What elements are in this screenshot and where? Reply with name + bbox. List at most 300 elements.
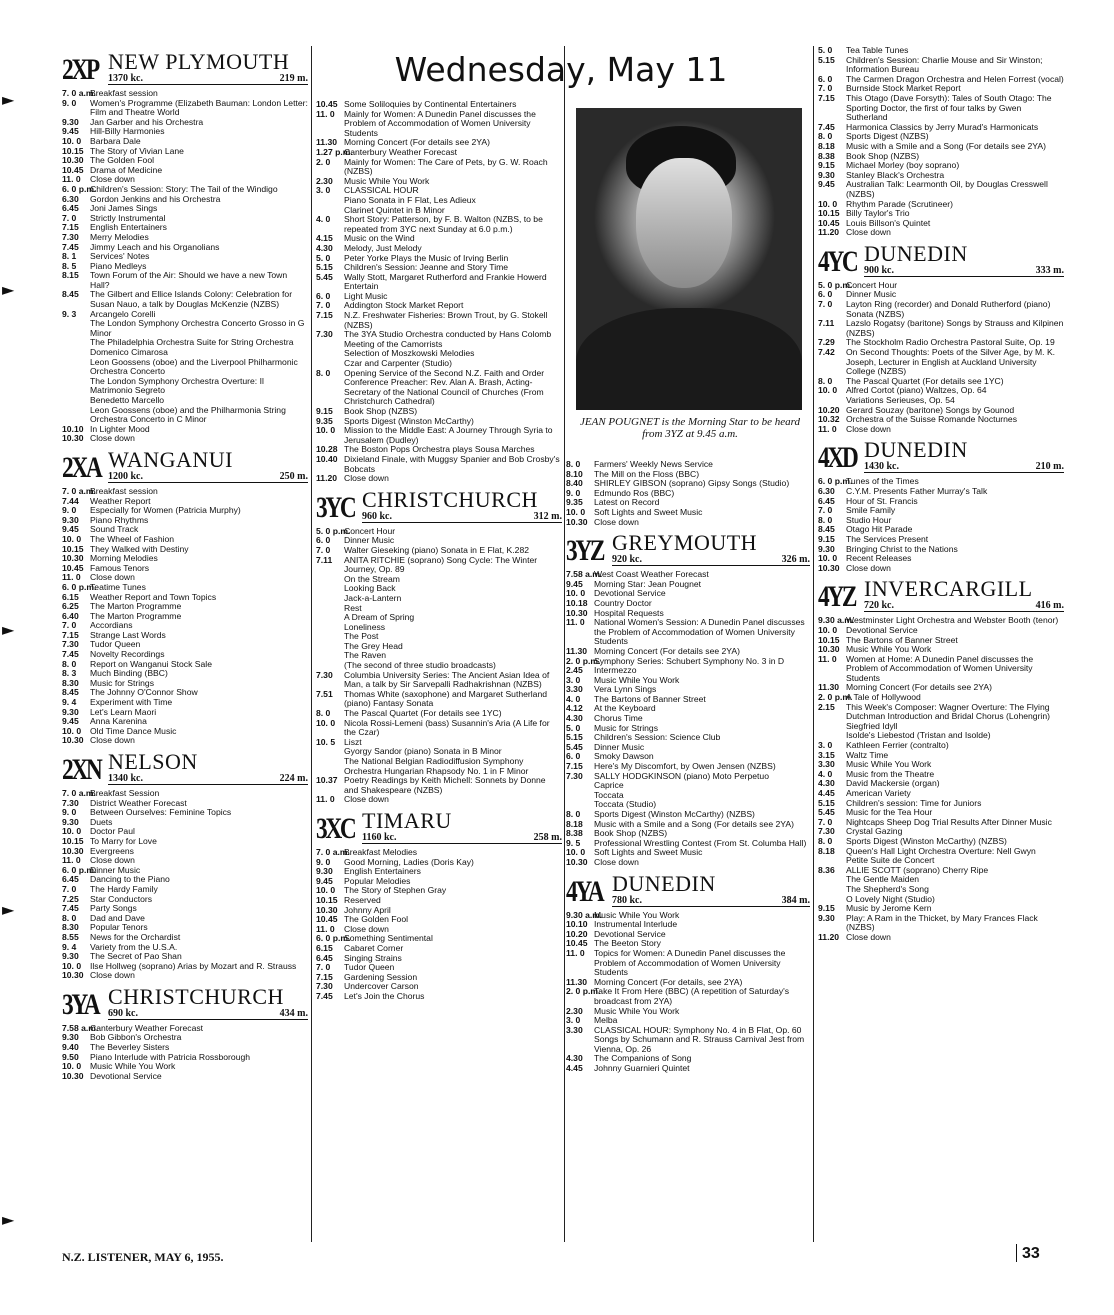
schedule-time: 8. 0: [62, 912, 77, 923]
station-name: WANGANUI: [108, 446, 233, 472]
schedule-time: 7.30: [62, 639, 79, 650]
schedule-time: 6. 0 p.m.: [62, 864, 97, 875]
schedule-time: 9.35: [566, 497, 583, 508]
schedule-row: [818, 56, 1064, 75]
schedule-time: 9.30: [62, 816, 79, 827]
station-call-sign: 4YC: [818, 244, 857, 278]
schedule-time: [316, 349, 344, 359]
schedule-programme: Accordians: [90, 620, 133, 631]
schedule-time: 6. 0 p.m.: [62, 183, 97, 194]
schedule-time: [316, 651, 344, 661]
schedule-time: 10.45: [566, 938, 588, 949]
schedule-time: 2.30: [566, 1005, 583, 1016]
schedule-programme: American Variety: [846, 788, 911, 798]
schedule-programme: Breakfast session: [90, 485, 158, 496]
schedule-programme: Gerard Souzay (baritone) Songs by Gounod: [846, 404, 1015, 415]
schedule-programme: Jimmy Leach and his Organolians: [90, 241, 220, 252]
schedule-time: 9.15: [818, 903, 835, 914]
schedule-time: 8.40: [566, 478, 583, 489]
schedule-time: 4.30: [566, 713, 583, 724]
station-call-sign: 2XN: [62, 753, 101, 786]
station-metres: 333 m.: [1035, 264, 1064, 276]
schedule-time: 11. 0: [316, 923, 335, 934]
schedule-programme: Close down: [594, 516, 639, 527]
schedule-programme: Mission to the Middle East: A Journey Through Syria to Jerusalem (Dudley): [344, 425, 553, 445]
schedule-row: [566, 618, 810, 647]
schedule-time: 5.15: [566, 732, 583, 743]
station-kc: 900 kc.: [864, 264, 894, 276]
schedule-time: 2.30: [316, 175, 333, 186]
edge-mark: ►: [2, 900, 15, 919]
schedule-time: 6. 0: [316, 535, 331, 546]
schedule-time: 3.15: [818, 749, 835, 760]
schedule-programme: Toccata: [594, 789, 624, 800]
schedule-programme: Devotional Service: [594, 928, 666, 939]
schedule-time: 2. 0 p.m.: [566, 986, 601, 997]
schedule-programme: Experiment with Time: [90, 697, 173, 708]
schedule-programme: ALLIE SCOTT (soprano) Cherry Ripe: [846, 864, 989, 875]
schedule-time: 10.30: [62, 433, 84, 444]
schedule-programme: Morning Concert (For details see 2YA): [846, 682, 992, 693]
schedule-time: 8.10: [566, 468, 583, 479]
schedule-programme: Drama of Medicine: [90, 164, 163, 175]
schedule-programme: Star Conductors: [90, 893, 153, 904]
schedule-programme: Harmonica Classics by Jerry Murad's Harmonicats: [846, 121, 1039, 132]
schedule-time: 4.15: [316, 233, 333, 244]
schedule-row: [316, 426, 562, 445]
schedule-programme: Short Story: Patterson, by F. B. Walton (NZBS, to be repeated from 3YC next Sunday at 6.0 p.m.): [344, 214, 543, 234]
schedule-programme: Merry Melodies: [90, 231, 149, 242]
schedule-time: 7.15: [566, 761, 583, 772]
schedule-time: 7. 0 a.m.: [62, 88, 96, 98]
schedule-row: [62, 434, 308, 444]
station-name: NEW PLYMOUTH: [108, 49, 290, 74]
column-rule: [311, 46, 312, 1242]
schedule-programme: The Stockholm Radio Orchestra Pastoral Suite, Op. 19: [846, 337, 1055, 348]
schedule-time: 6. 0: [566, 751, 581, 762]
schedule-programme: Close down: [344, 794, 389, 805]
station-frequency: [108, 773, 308, 785]
schedule-time: 10. 0: [818, 385, 838, 396]
schedule-time: 6. 0: [316, 290, 331, 301]
schedule-time: 10.40: [316, 453, 338, 464]
schedule-time: 10.15: [316, 894, 338, 905]
schedule-time: 4.12: [566, 703, 583, 714]
schedule-row: [316, 273, 562, 292]
schedule-time: 5.45: [566, 741, 583, 752]
schedule-programme: National Women's Session: A Dunedin Panel discusses the Problem of Accommodation of Women University Students: [594, 617, 805, 647]
schedule-time: 10.30: [566, 607, 588, 618]
schedule-row: [316, 719, 562, 738]
schedule-programme: Sports Digest (Winston McCarthy) (NZBS): [594, 809, 755, 819]
schedule-programme: Isolde's Liebestod (Tristan and Isolde): [846, 730, 991, 741]
schedule-programme: Piano Sonata in F Flat, Les Adieux: [344, 194, 476, 205]
schedule-time: [316, 747, 344, 757]
schedule-programme: Hour of St. Francis: [846, 495, 918, 506]
schedule-time: 1.27 p.m.: [316, 146, 353, 157]
schedule-time: [316, 623, 344, 633]
schedule-time: 7.58 a.m.: [62, 1022, 99, 1033]
schedule-time: 8.18: [566, 818, 583, 829]
schedule-time: 6. 0 p.m.: [316, 933, 351, 944]
schedule-time: 10.30: [62, 1070, 84, 1081]
schedule-time: 9. 3: [62, 308, 77, 319]
schedule-programme: Columbia University Series: The Ancient Asian Idea of Man, a talk by Sir Sarvepalli Radhakrishnan (NZBS): [344, 669, 550, 690]
schedule-row: [62, 971, 308, 981]
schedule-time: 11.30: [566, 976, 588, 987]
schedule-programme: Breakfast Melodies: [344, 846, 418, 857]
schedule-programme: Piano Medleys: [90, 260, 147, 271]
photo-body: [576, 308, 802, 410]
schedule-programme: English Entertainers: [90, 222, 167, 233]
schedule-programme: Loneliness: [344, 621, 386, 632]
schedule-programme: Concert Hour: [846, 279, 898, 290]
schedule-programme: Music from the Theatre: [846, 768, 935, 779]
schedule-programme: Variety from the U.S.A.: [90, 941, 178, 952]
schedule-time: 6.30: [62, 193, 79, 204]
schedule-time: 10.45: [62, 164, 84, 175]
schedule-time: 2. 0 p.m.: [566, 655, 601, 666]
schedule-programme: Music for Strings: [594, 722, 658, 733]
station-block-s3yc: [316, 486, 562, 805]
station-kc: 1160 kc.: [362, 831, 397, 843]
schedule-programme: Stanley Black's Orchestra: [846, 169, 945, 180]
schedule-time: 3.30: [818, 759, 835, 770]
schedule-row: [316, 690, 562, 709]
schedule-time: 8.30: [62, 677, 79, 688]
station-frequency: [864, 461, 1064, 473]
schedule-programme: Good Morning, Ladies (Doris Kay): [344, 856, 474, 867]
schedule-time: 10. 0: [62, 1061, 82, 1072]
schedule-time: 9. 0: [62, 505, 77, 516]
schedule-time: 9.30: [818, 169, 835, 180]
photo-face: [636, 158, 732, 288]
schedule-programme: Tudor Queen: [344, 962, 395, 973]
schedule-time: 9.50: [62, 1051, 79, 1062]
station-block-s2xa: [62, 446, 308, 746]
schedule-programme: Selection of Moszkowski Melodies: [344, 348, 475, 359]
schedule-time: 6.45: [62, 203, 79, 214]
schedule-time: 4.45: [566, 1063, 583, 1074]
photo-caption: JEAN POUGNET is the Morning Star to be heard from 3YZ at 9.45 a.m.: [580, 416, 800, 440]
schedule-time: 10.20: [566, 928, 588, 939]
schedule-time: 10.15: [818, 208, 840, 219]
schedule-row: [818, 564, 1064, 574]
schedule-programme: Crystal Gazing: [846, 826, 903, 837]
schedule-time: 10.30: [818, 644, 840, 655]
schedule-programme: Teatime Tunes: [90, 581, 146, 592]
schedule-programme: Close down: [90, 970, 135, 981]
schedule-programme: The Story of Stephen Gray: [344, 885, 447, 896]
schedule-time: 9. 4: [62, 697, 77, 708]
station-metres: 326 m.: [781, 554, 810, 566]
schedule-programme: Piano Rhythms: [90, 514, 149, 525]
schedule-time: 8. 0: [566, 460, 581, 469]
schedule-programme: Duets: [90, 816, 113, 827]
schedule-time: 10.45: [62, 562, 84, 573]
schedule-programme: Australian Talk: Learmonth Oil, by Douglas Cresswell (NZBS): [846, 179, 1048, 199]
schedule-programme: The National Belgian Radiodiffusion Symphony Orchestra Hungarian Rhapsody No. 1 in F Minor: [344, 756, 529, 776]
schedule-time: 8. 0: [62, 658, 77, 669]
schedule-programme: Close down: [90, 855, 135, 866]
station-call-sign: 3YZ: [566, 534, 604, 568]
schedule-programme: Melody, Just Melody: [344, 242, 422, 253]
schedule-programme: Otago Hit Parade: [846, 524, 913, 535]
schedule-time: 6.45: [818, 495, 835, 506]
schedule-programme: The Post: [344, 631, 379, 642]
schedule-programme: Cabaret Corner: [344, 942, 404, 953]
schedule-programme: Dixieland Finale, with Muggsy Spanier and Bob Crosby's Bobcats: [344, 453, 560, 474]
edge-mark: ►: [2, 280, 15, 299]
station-kc: 1430 kc.: [864, 461, 899, 473]
schedule-time: 3. 0: [316, 185, 331, 196]
schedule-programme: Dinner Music: [90, 864, 141, 875]
schedule-programme: Clarinet Quintet in B Minor: [344, 204, 445, 215]
schedule-programme: Billy Taylor's Trio: [846, 208, 910, 219]
schedule-programme: Johnny Guarnieri Quintet: [594, 1063, 690, 1074]
schedule-time: 2.15: [818, 701, 835, 712]
schedule-programme: Dinner Music: [344, 535, 395, 546]
schedule-programme: The Beverley Sisters: [90, 1042, 170, 1053]
schedule-time: 5. 0 p.m.: [316, 525, 351, 536]
schedule-programme: Some Soliloquies by Continental Entertainers: [344, 100, 517, 109]
schedule-programme: Let's Join the Chorus: [344, 990, 425, 1001]
schedule-time: 9. 4: [62, 941, 77, 952]
station-kc: 920 kc.: [612, 554, 642, 566]
schedule-programme: The Wheel of Fashion: [90, 533, 175, 544]
schedule-programme: Liszt: [344, 736, 362, 747]
station-frequency: [362, 511, 562, 523]
schedule-programme: West Coast Weather Forecast: [594, 569, 709, 580]
schedule-programme: Music While You Work: [90, 1061, 176, 1072]
schedule-programme: Bob Gibbon's Orchestra: [90, 1032, 182, 1043]
schedule-programme: The Secret of Pao Shan: [90, 951, 182, 962]
schedule-time: 3.30: [566, 1024, 583, 1035]
schedule-programme: Sports Digest (Winston McCarthy): [344, 415, 474, 426]
schedule-programme: The London Symphony Orchestra Overture: Il Matrimonio Segreto: [90, 375, 264, 396]
schedule-row: [818, 228, 1064, 238]
schedule-programme: Meeting of the Camorrists: [344, 338, 443, 349]
schedule-row: [818, 94, 1064, 123]
schedule-row: [316, 455, 562, 474]
station-name-wrap: [864, 439, 1064, 473]
schedule-programme: The Pascal Quartet (For details see 1YC): [846, 375, 1004, 386]
schedule-programme: Recent Releases: [846, 553, 912, 564]
schedule-row: [62, 271, 308, 290]
station-call-sign: 2XP: [62, 53, 98, 86]
station-call-sign: 2XA: [62, 450, 101, 484]
station-call-sign: 4XD: [818, 441, 857, 475]
schedule-time: 10.10: [62, 423, 84, 434]
schedule-programme: Bringing Christ to the Nations: [846, 543, 958, 554]
schedule-time: [316, 757, 344, 776]
schedule-programme: To Marry for Love: [90, 835, 157, 846]
schedule-time: 8. 5: [62, 260, 77, 271]
schedule-programme: Morning Star: Jean Pougnet: [594, 578, 702, 589]
schedule-programme: Undercover Carson: [344, 981, 419, 992]
schedule-time: 4.30: [316, 242, 333, 253]
station-frequency: [108, 471, 308, 483]
schedule-time: 11. 0: [316, 108, 335, 119]
schedule-time: 9.30: [62, 514, 79, 525]
schedule-time: 4.30: [566, 1053, 583, 1064]
schedule-programme: Weather Report: [90, 495, 151, 506]
schedule-row: [316, 556, 562, 575]
schedule-time: 7. 0: [818, 299, 833, 310]
schedule-row: [316, 776, 562, 795]
station-frequency: [864, 265, 1064, 277]
schedule-programme: Latest on Record: [594, 497, 660, 508]
schedule-time: 10. 0: [818, 553, 838, 564]
schedule-row: [316, 311, 562, 330]
schedule-programme: CLASSICAL HOUR: [344, 185, 419, 196]
schedule-programme: Hospital Requests: [594, 607, 664, 618]
schedule-time: 5.15: [818, 797, 835, 808]
schedule-programme: Domenico Cimarosa: [90, 347, 168, 358]
schedule-time: [62, 338, 90, 348]
schedule-time: 7. 0: [818, 816, 833, 827]
schedule-time: 9.45: [566, 578, 583, 589]
schedule-time: 10. 0: [818, 198, 838, 209]
schedule-time: 9. 0: [62, 97, 77, 108]
station-name: CHRISTCHURCH: [108, 983, 284, 1009]
station-heading: [62, 446, 308, 484]
schedule-programme: The Pascal Quartet (For details see 1YC): [344, 708, 502, 719]
schedule-time: 10.15: [62, 543, 84, 554]
schedule-time: [818, 875, 846, 885]
schedule-programme: Instrumental Interlude: [594, 919, 678, 930]
schedule-programme: Soft Lights and Sweet Music: [594, 847, 703, 858]
page-number: 33: [1022, 1245, 1040, 1262]
schedule-programme: Toccata (Studio): [594, 799, 657, 810]
schedule-time: 11. 0: [566, 947, 585, 958]
schedule-time: 7.11: [316, 554, 333, 565]
schedule-time: 10.18: [566, 597, 588, 608]
schedule-time: 11.20: [818, 931, 840, 942]
schedule-programme: Old Time Dance Music: [90, 725, 177, 736]
station-name: INVERCARGILL: [864, 576, 1033, 602]
schedule-row: [316, 671, 562, 690]
schedule-row: [316, 474, 562, 484]
schedule-programme: Morning Melodies: [90, 553, 158, 564]
schedule-programme: Town Forum of the Air: Should we have a new Town Hall?: [90, 270, 288, 290]
schedule-programme: Especially for Women (Patricia Murphy): [90, 505, 241, 516]
schedule-time: 7.15: [316, 971, 333, 982]
station-heading: [62, 983, 308, 1021]
schedule-time: 7.15: [62, 629, 79, 640]
schedule-programme: They Walked with Destiny: [90, 543, 189, 554]
column-rule: [813, 46, 814, 1242]
schedule-time: 11.30: [818, 682, 840, 693]
schedule-programme: Concert Hour: [344, 525, 396, 536]
station-block-s2xp: [62, 51, 308, 444]
station-heading: [62, 751, 308, 785]
station-metres: 258 m.: [533, 831, 562, 843]
schedule-time: 4. 0: [566, 693, 581, 704]
schedule-time: 8. 0: [316, 367, 331, 378]
schedule-time: 6.15: [316, 942, 333, 953]
station-call-sign: 3XC: [316, 811, 355, 845]
station-call-sign: 3YC: [316, 490, 355, 524]
schedule-programme: Take It From Here (BBC) (A repetition of Saturday's broadcast from 2YA): [594, 986, 790, 1006]
schedule-programme: Dinner Music: [846, 289, 897, 300]
schedule-time: [62, 348, 90, 358]
schedule-row: [566, 518, 810, 528]
schedule-programme: The Services Present: [846, 533, 929, 544]
schedule-time: 10.30: [566, 516, 588, 527]
schedule-time: 6.25: [62, 601, 79, 612]
schedule-time: 8.18: [818, 845, 835, 856]
schedule-programme: Popular Melodies: [344, 875, 411, 886]
schedule-programme: At the Keyboard: [594, 703, 656, 714]
schedule-time: 9.30: [818, 912, 835, 923]
schedule-time: 7.45: [62, 903, 79, 914]
schedule-time: 3. 0: [566, 1015, 581, 1026]
schedule-row: [62, 736, 308, 746]
schedule-time: 11.20: [316, 473, 338, 484]
schedule-time: [316, 584, 344, 594]
schedule-programme: Children's Session: Charlie Mouse and Sir Winston; Information Bureau: [846, 54, 1043, 75]
station-name-wrap: [108, 983, 308, 1020]
station-heading: [316, 807, 562, 845]
schedule-time: 10.45: [316, 914, 338, 925]
schedule-row: [818, 933, 1064, 943]
schedule-time: [566, 1035, 594, 1054]
schedule-programme: English Entertainers: [344, 866, 421, 877]
schedule-programme: Something Sentimental: [344, 933, 433, 944]
schedule-programme: Alfred Cortot (piano) Waltzes, Op. 64: [846, 385, 987, 396]
schedule-time: 9.45: [316, 875, 333, 886]
schedule-programme: Siegfried Idyll: [846, 720, 898, 731]
station-name: NELSON: [108, 749, 198, 774]
station-block-s4yc: [818, 240, 1064, 435]
schedule-programme: The Bartons of Banner Street: [594, 693, 706, 704]
schedule-programme: The Carmen Dragon Orchestra and Helen Forrest (vocal): [846, 73, 1064, 84]
schedule-programme: Chorus Time: [594, 713, 643, 724]
schedule-programme: Songs by Schumann and R. Strauss Carnival Jest from Vienna, Op. 26: [594, 1034, 805, 1054]
schedule-programme: The Hardy Family: [90, 883, 158, 894]
schedule-row: [818, 703, 1064, 722]
station-block-s4xd: [818, 439, 1064, 573]
schedule-time: 8.45: [818, 524, 835, 535]
schedule-time: 3.30: [566, 684, 583, 695]
schedule-programme: Jack-a-Lantern: [344, 592, 402, 603]
station-block-s4yz: [818, 578, 1064, 942]
schedule-programme: Looking Back: [344, 583, 396, 594]
schedule-time: [316, 196, 344, 206]
schedule-programme: Popular Tenors: [90, 922, 148, 933]
schedule-programme: The 3YA Studio Orchestra conducted by Hans Colomb: [344, 329, 552, 340]
schedule-time: 7.45: [62, 241, 79, 252]
schedule-time: 8. 0: [818, 131, 833, 142]
schedule-programme: Professional Wrestling Contest (From St. Columba Hall): [594, 837, 807, 848]
schedule-programme: Orchestra of the Suisse Romande Nocturnes: [846, 414, 1018, 425]
schedule-programme: The Philadelphia Orchestra Suite for String Orchestra: [90, 337, 294, 348]
schedule-programme: N.Z. Freshwater Fisheries: Brown Trout, by G. Stokell (NZBS): [344, 310, 548, 330]
schedule-time: 10. 0: [62, 826, 82, 837]
schedule-time: 6. 0: [818, 289, 833, 300]
schedule-time: [566, 781, 594, 791]
schedule-time: 8. 0: [818, 835, 833, 846]
schedule-programme: On Second Thoughts: Poets of the Silver Age, by M. K. Joseph, Lecturer in English at Auckland University College (NZBS): [846, 347, 1056, 377]
station-block-s4ya_top: [818, 46, 1064, 238]
schedule-programme: Melba: [594, 1015, 618, 1026]
station-kc: 1200 kc.: [108, 470, 143, 482]
schedule-time: 4.30: [818, 778, 835, 789]
station-metres: 416 m.: [1035, 600, 1064, 612]
schedule-programme: ANITA RITCHIE (soprano) Song Cycle: The Winter Journey, Op. 89: [344, 554, 538, 575]
station-heading: [566, 532, 810, 566]
